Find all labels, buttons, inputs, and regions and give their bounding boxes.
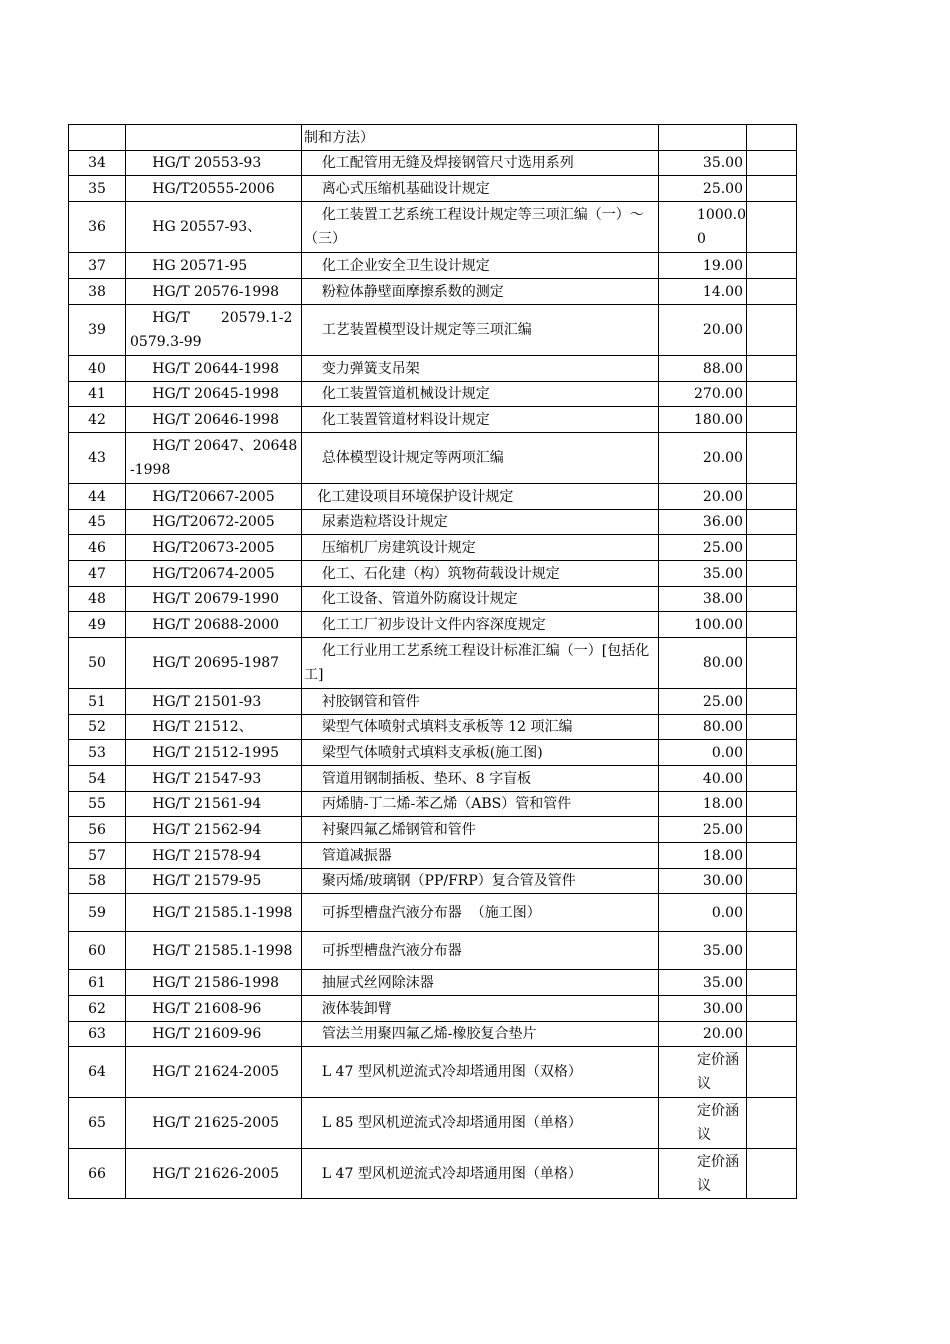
standard-code: HG/T 20553-93 [126,151,302,176]
table-row [69,612,797,638]
row-number: 59 [69,894,126,932]
remark-cell [747,253,797,279]
standard-name: 可拆型槽盘汽液分布器 [302,932,659,970]
standard-name: 管道用钢制插板、垫环、8 字盲板 [302,766,659,792]
price: 25.00 [659,817,747,843]
remark-cell [747,715,797,740]
table-row [69,1022,797,1047]
table-row [69,766,797,792]
remark-cell [747,125,797,151]
standard-code: HG/T 20579.1-20579.3-99 [126,305,302,356]
table-row [69,510,797,535]
table-row [69,125,797,151]
price: 36.00 [659,510,747,535]
table-row [69,279,797,305]
price: 35.00 [659,151,747,176]
row-number: 36 [69,202,126,253]
remark-cell [747,792,797,817]
standard-name: 化工装置管道机械设计规定 [302,382,659,407]
standard-code: HG/T 21561-94 [126,792,302,817]
price: 35.00 [659,970,747,996]
standard-name: 变力弹簧支吊架 [302,356,659,382]
remark-cell [747,638,797,689]
table-row [69,253,797,279]
price: 20.00 [659,484,747,510]
price: 88.00 [659,356,747,382]
standard-code [126,125,302,151]
remark-cell [747,843,797,869]
standard-name: 管道减振器 [302,843,659,869]
price: 35.00 [659,561,747,587]
standard-name: 丙烯腈-丁二烯-苯乙烯（ABS）管和管件 [302,792,659,817]
standard-name: 梁型气体喷射式填料支承板等 12 项汇编 [302,715,659,740]
remark-cell [747,356,797,382]
remark-cell [747,279,797,305]
standard-code: HG/T20667-2005 [126,484,302,510]
table-row [69,1047,797,1098]
standard-code: HG/T 20644-1998 [126,356,302,382]
standard-name: 衬聚四氟乙烯钢管和管件 [302,817,659,843]
table-row [69,433,797,484]
remark-cell [747,689,797,715]
price: 定价涵议 [659,1098,747,1149]
row-number: 45 [69,510,126,535]
remark-cell [747,740,797,766]
standard-code: HG/T 21586-1998 [126,970,302,996]
row-number: 47 [69,561,126,587]
standard-name: 化工企业安全卫生设计规定 [302,253,659,279]
table-row [69,843,797,869]
standard-code: HG/T 21609-96 [126,1022,302,1047]
remark-cell [747,766,797,792]
standard-name: 总体模型设计规定等两项汇编 [302,433,659,484]
row-number: 39 [69,305,126,356]
row-number: 62 [69,996,126,1022]
table-row [69,305,797,356]
standard-name: 衬胶钢管和管件 [302,689,659,715]
row-number: 37 [69,253,126,279]
standard-name: 工艺装置模型设计规定等三项汇编 [302,305,659,356]
table-row [69,382,797,407]
price [659,125,747,151]
price: 20.00 [659,305,747,356]
standard-code: HG 20557-93、 [126,202,302,253]
standard-code: HG/T 21501-93 [126,689,302,715]
row-number: 38 [69,279,126,305]
row-number: 55 [69,792,126,817]
row-number: 49 [69,612,126,638]
standards-table-body [69,125,797,1199]
standard-code: HG/T20674-2005 [126,561,302,587]
price: 100.00 [659,612,747,638]
standard-name: 抽屉式丝网除沫器 [302,970,659,996]
row-number: 48 [69,587,126,612]
price: 35.00 [659,932,747,970]
standard-code: HG/T 21547-93 [126,766,302,792]
price: 1000.00 [659,202,747,253]
table-row [69,484,797,510]
row-number: 63 [69,1022,126,1047]
standard-name: 制和方法） [302,125,659,151]
row-number: 65 [69,1098,126,1149]
standard-code: HG/T 21608-96 [126,996,302,1022]
standard-name: 化工设备、管道外防腐设计规定 [302,587,659,612]
standard-name: 压缩机厂房建筑设计规定 [302,535,659,561]
standard-code: HG/T 21512-1995 [126,740,302,766]
remark-cell [747,510,797,535]
standard-code: HG/T 21562-94 [126,817,302,843]
price: 40.00 [659,766,747,792]
table-row [69,356,797,382]
row-number: 44 [69,484,126,510]
standard-name: 化工建设项目环境保护设计规定 [302,484,659,510]
standard-code: HG/T 21625-2005 [126,1098,302,1149]
standard-code: HG/T 20688-2000 [126,612,302,638]
row-number: 42 [69,407,126,433]
price: 25.00 [659,535,747,561]
table-row [69,792,797,817]
remark-cell [747,484,797,510]
standard-name: 化工装置管道材料设计规定 [302,407,659,433]
remark-cell [747,869,797,894]
row-number: 56 [69,817,126,843]
row-number: 53 [69,740,126,766]
standard-name: 化工、石化建（构）筑物荷载设计规定 [302,561,659,587]
price: 0.00 [659,740,747,766]
price: 25.00 [659,176,747,202]
table-row [69,689,797,715]
standard-name: 液体装卸臂 [302,996,659,1022]
row-number: 52 [69,715,126,740]
table-row [69,1149,797,1199]
standard-name: 离心式压缩机基础设计规定 [302,176,659,202]
standard-name: 化工行业用工艺系统工程设计标准汇编（一）[包括化工] [302,638,659,689]
price: 定价涵议 [659,1047,747,1098]
standard-name: 可拆型槽盘汽液分布器 （施工图） [302,894,659,932]
remark-cell [747,176,797,202]
standard-name: 化工工厂初步设计文件内容深度规定 [302,612,659,638]
price: 30.00 [659,996,747,1022]
price: 18.00 [659,843,747,869]
standard-name: L 85 型风机逆流式冷却塔通用图（单格） [302,1098,659,1149]
standards-table [68,124,797,1199]
standard-code: HG/T 20576-1998 [126,279,302,305]
row-number [69,125,126,151]
standard-code: HG/T20673-2005 [126,535,302,561]
price: 14.00 [659,279,747,305]
remark-cell [747,305,797,356]
price: 25.00 [659,689,747,715]
standard-name: 聚丙烯/玻璃钢（PP/FRP）复合管及管件 [302,869,659,894]
row-number: 34 [69,151,126,176]
price: 38.00 [659,587,747,612]
remark-cell [747,382,797,407]
standard-name: 梁型气体喷射式填料支承板(施工图) [302,740,659,766]
table-row [69,407,797,433]
table-row [69,932,797,970]
table-row [69,202,797,253]
standard-code: HG 20571-95 [126,253,302,279]
remark-cell [747,817,797,843]
standard-code: HG/T20672-2005 [126,510,302,535]
row-number: 40 [69,356,126,382]
remark-cell [747,151,797,176]
remark-cell [747,1022,797,1047]
standard-code: HG/T 21585.1-1998 [126,932,302,970]
table-row [69,535,797,561]
standard-name: L 47 型风机逆流式冷却塔通用图（单格） [302,1149,659,1199]
table-row [69,894,797,932]
table-row [69,151,797,176]
row-number: 51 [69,689,126,715]
table-row [69,817,797,843]
remark-cell [747,407,797,433]
table-row [69,1098,797,1149]
row-number: 57 [69,843,126,869]
standard-code: HG/T 20679-1990 [126,587,302,612]
standard-code: HG/T 21585.1-1998 [126,894,302,932]
row-number: 35 [69,176,126,202]
price: 0.00 [659,894,747,932]
remark-cell [747,535,797,561]
remark-cell [747,996,797,1022]
price: 20.00 [659,433,747,484]
row-number: 54 [69,766,126,792]
remark-cell [747,433,797,484]
price: 18.00 [659,792,747,817]
row-number: 58 [69,869,126,894]
remark-cell [747,202,797,253]
remark-cell [747,1149,797,1199]
standard-code: HG/T 20647、20648-1998 [126,433,302,484]
standard-name: 化工装置工艺系统工程设计规定等三项汇编（一）～（三） [302,202,659,253]
standard-name: L 47 型风机逆流式冷却塔通用图（双格） [302,1047,659,1098]
row-number: 50 [69,638,126,689]
standard-code: HG/T 20646-1998 [126,407,302,433]
remark-cell [747,894,797,932]
remark-cell [747,932,797,970]
price: 19.00 [659,253,747,279]
remark-cell [747,970,797,996]
standard-code: HG/T 21512、 [126,715,302,740]
table-row [69,176,797,202]
price: 80.00 [659,715,747,740]
remark-cell [747,587,797,612]
standard-code: HG/T 21578-94 [126,843,302,869]
row-number: 46 [69,535,126,561]
row-number: 60 [69,932,126,970]
table-row [69,996,797,1022]
remark-cell [747,561,797,587]
table-row [69,587,797,612]
row-number: 43 [69,433,126,484]
remark-cell [747,1098,797,1149]
standard-name: 化工配管用无缝及焊接钢管尺寸选用系列 [302,151,659,176]
price: 定价涵议 [659,1149,747,1199]
table-row [69,970,797,996]
standard-name: 粉粒体静壁面摩擦系数的测定 [302,279,659,305]
standard-code: HG/T 21626-2005 [126,1149,302,1199]
standard-code: HG/T20555-2006 [126,176,302,202]
row-number: 66 [69,1149,126,1199]
table-row [69,638,797,689]
row-number: 61 [69,970,126,996]
table-row [69,561,797,587]
price: 20.00 [659,1022,747,1047]
remark-cell [747,612,797,638]
row-number: 41 [69,382,126,407]
standard-code: HG/T 21624-2005 [126,1047,302,1098]
price: 270.00 [659,382,747,407]
standard-name: 尿素造粒塔设计规定 [302,510,659,535]
price: 30.00 [659,869,747,894]
row-number: 64 [69,1047,126,1098]
remark-cell [747,1047,797,1098]
standard-name: 管法兰用聚四氟乙烯-橡胶复合垫片 [302,1022,659,1047]
table-row [69,869,797,894]
standard-code: HG/T 21579-95 [126,869,302,894]
price: 180.00 [659,407,747,433]
table-row [69,715,797,740]
standard-code: HG/T 20645-1998 [126,382,302,407]
table-row [69,740,797,766]
standard-code: HG/T 20695-1987 [126,638,302,689]
price: 80.00 [659,638,747,689]
